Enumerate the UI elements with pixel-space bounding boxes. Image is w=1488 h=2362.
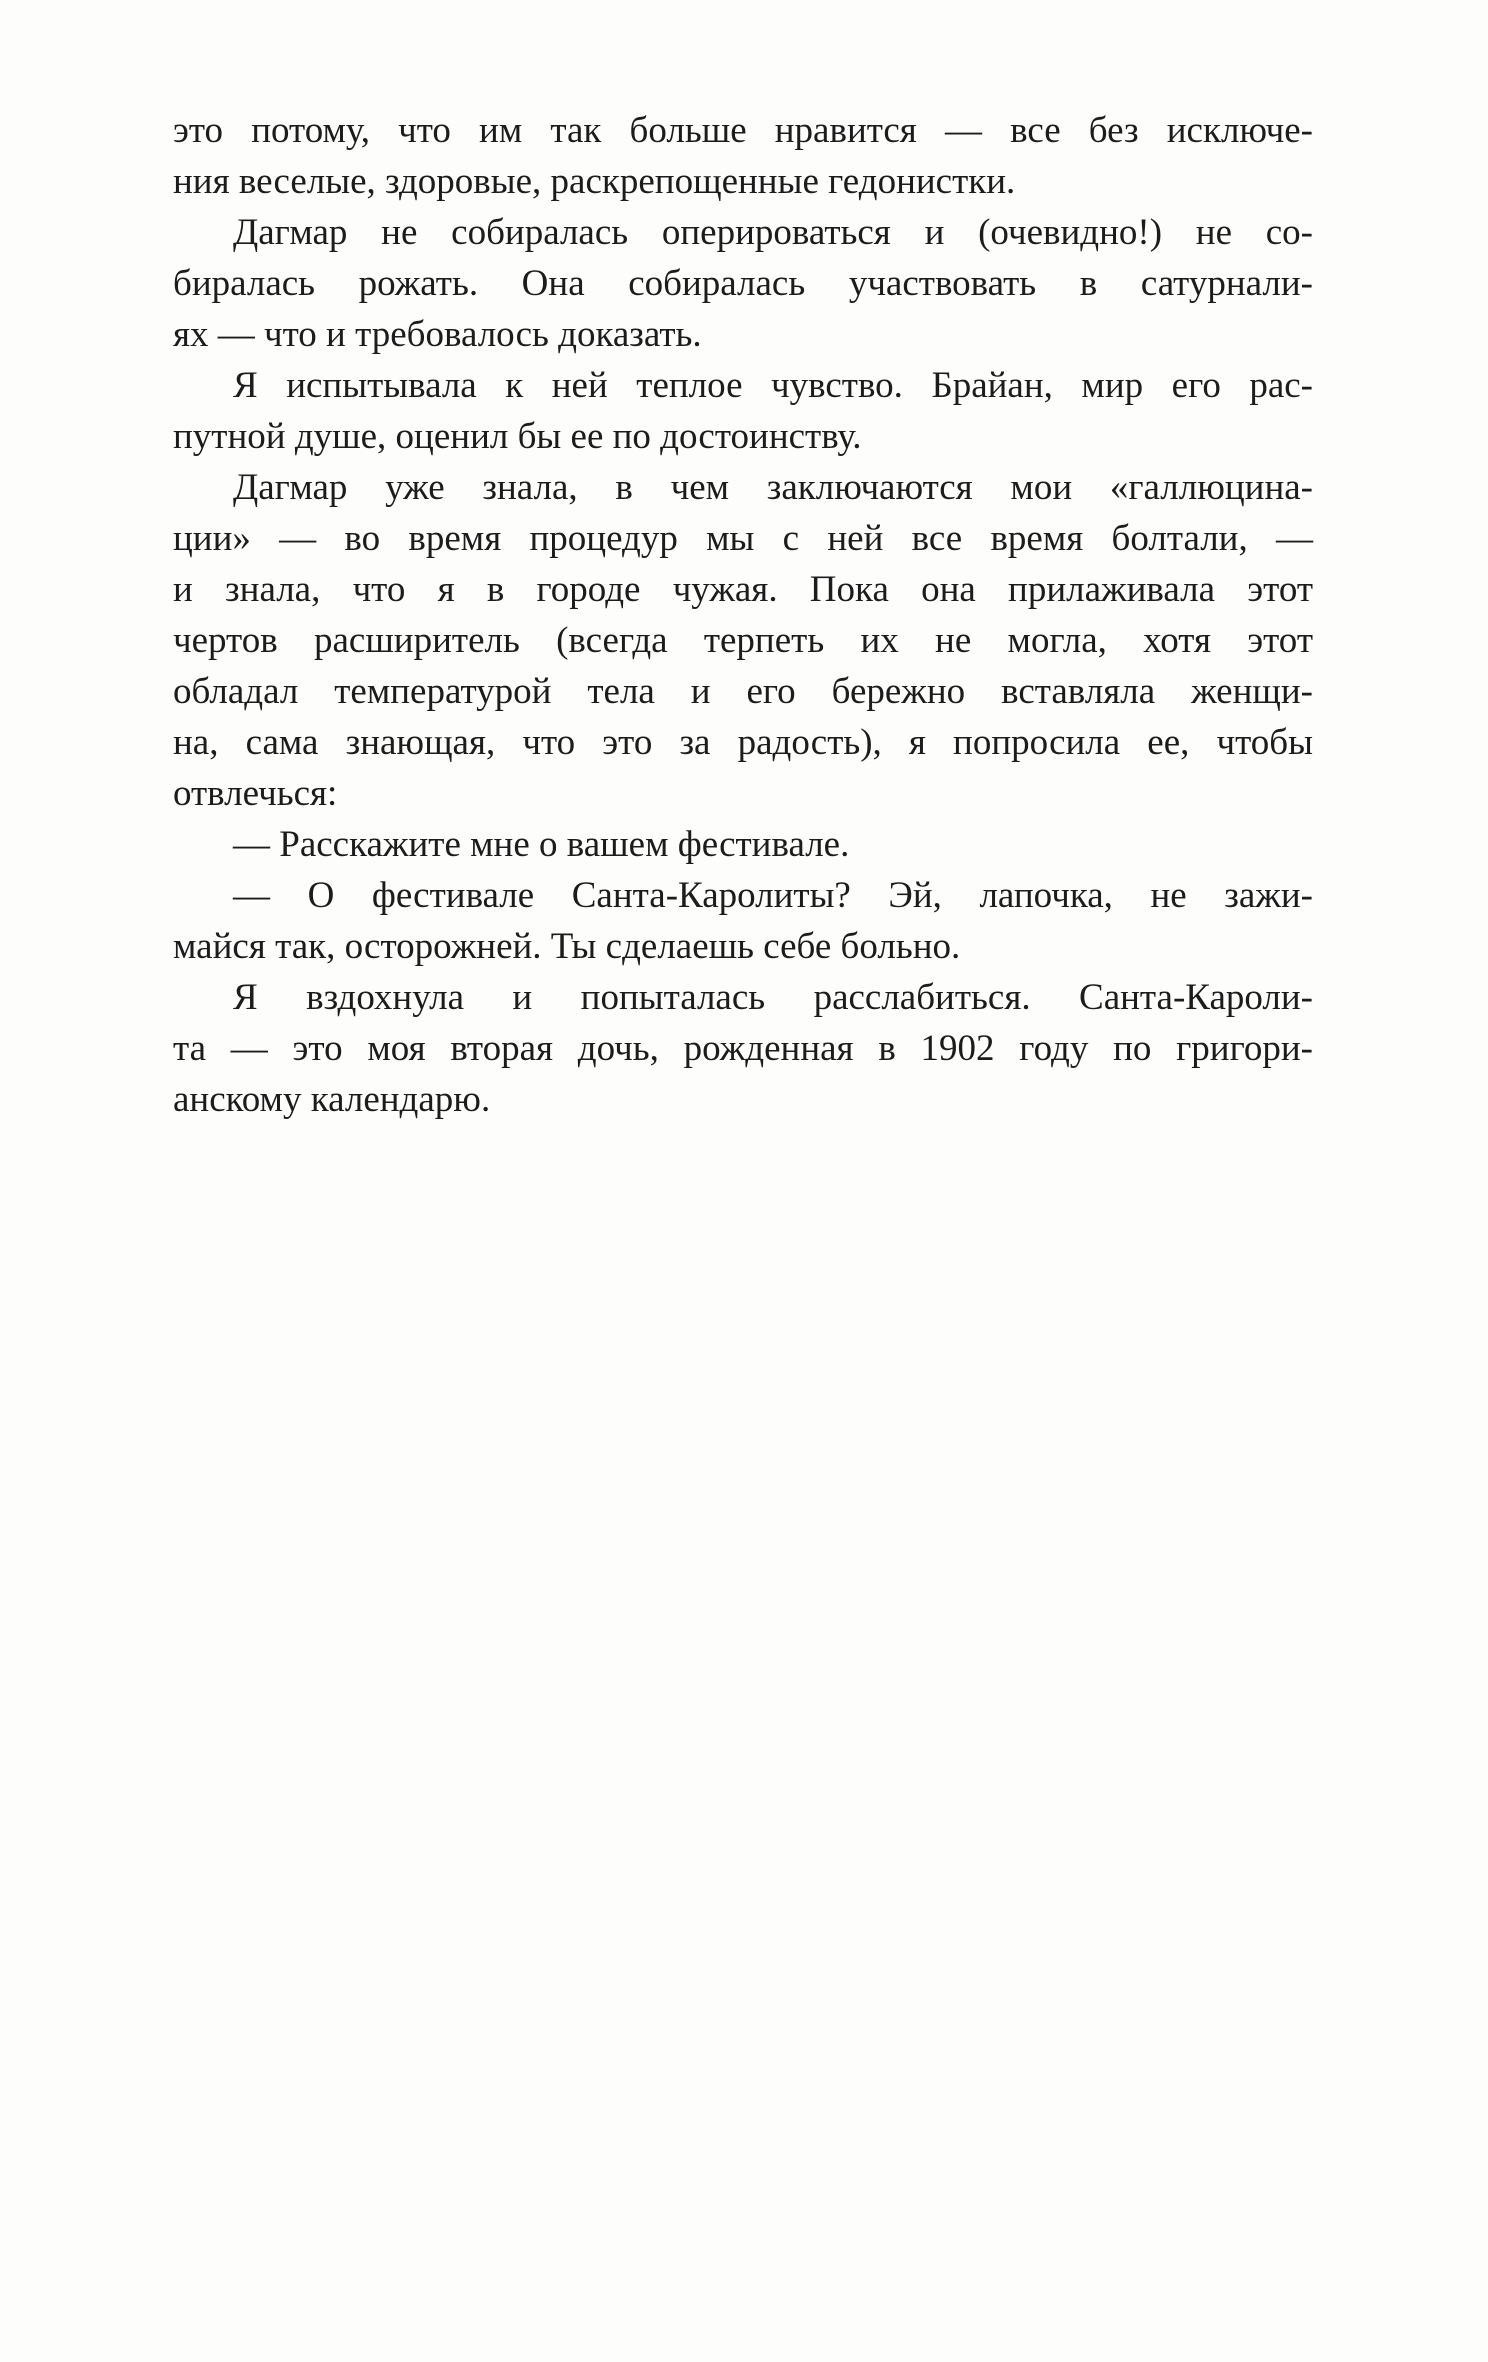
- text-line: Дагмар не собиралась оперироваться и (очевидно!) не со-: [233, 212, 1313, 253]
- text-line: чертов расширитель (всегда терпеть их не могла, хотя этот: [173, 620, 1313, 661]
- text-line: Дагмар уже знала, в чем заключаются мои «галлюцина-: [233, 467, 1313, 508]
- body-text: [173, 105, 1313, 1125]
- text-line: это потому, что им так больше нравится — все без исключе-: [173, 110, 1313, 151]
- text-line: анскому календарю.: [173, 1079, 491, 1120]
- text-line: на, сама знающая, что это за радость), я попросила ее, чтобы: [173, 722, 1313, 763]
- text-line: — Расскажите мне о вашем фестивале.: [233, 824, 850, 865]
- text-line: Я испытывала к ней теплое чувство. Брайан, мир его рас-: [233, 365, 1313, 406]
- text-line: и знала, что я в городе чужая. Пока она прилаживала этот: [173, 569, 1313, 610]
- text-line: биралась рожать. Она собиралась участвовать в сатурнали-: [173, 263, 1313, 304]
- text-line: ях — что и требовалось доказать.: [173, 314, 702, 355]
- text-line: путной душе, оценил бы ее по достоинству.: [173, 416, 862, 457]
- text-line: ции» — во время процедур мы с ней все время болтали, —: [173, 518, 1313, 559]
- text-line: обладал температурой тела и его бережно вставляла женщи-: [173, 671, 1313, 712]
- text-line: Я вздохнула и попыталась расслабиться. Санта-Кароли-: [233, 977, 1313, 1018]
- text-line: та — это моя вторая дочь, рожденная в 1902 году по григори-: [173, 1028, 1313, 1069]
- text-line: — О фестивале Санта-Каролиты? Эй, лапочка, не зажи-: [233, 875, 1313, 916]
- text-line: отвлечься:: [173, 773, 338, 814]
- text-line: ния веселые, здоровые, раскрепощенные гедонистки.: [173, 161, 1016, 202]
- text-line: майся так, осторожней. Ты сделаешь себе больно.: [173, 926, 961, 967]
